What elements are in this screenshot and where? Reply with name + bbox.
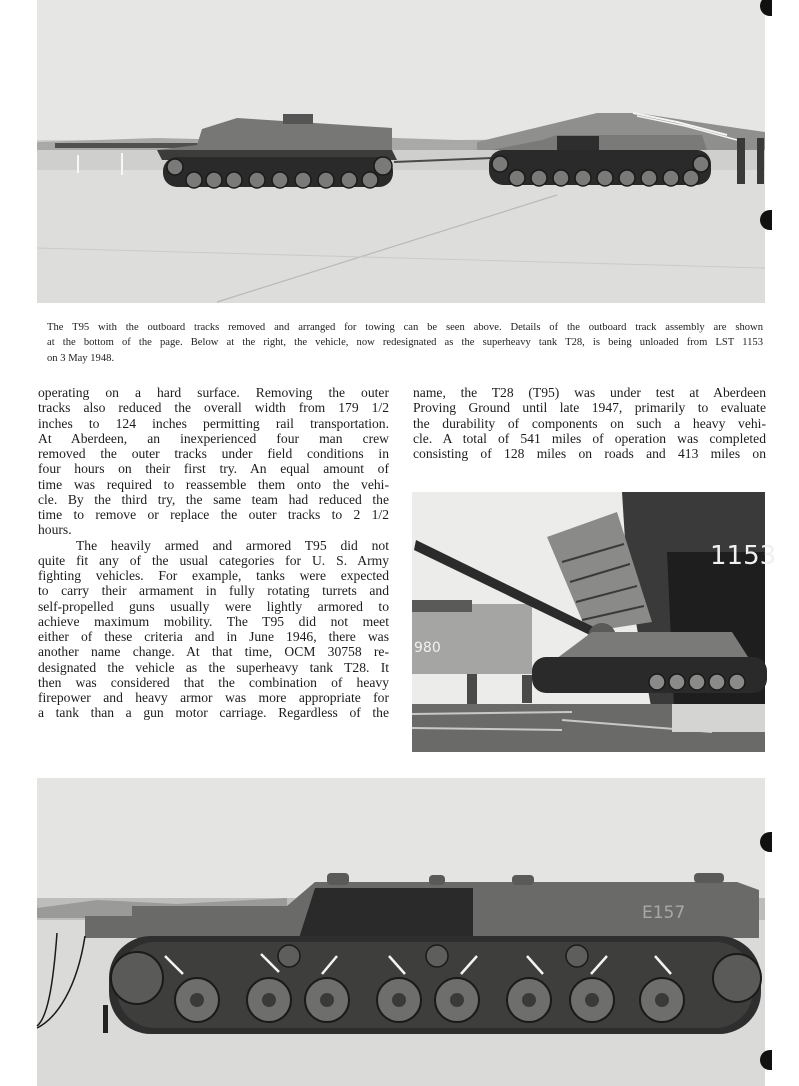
body-line: time to remove or replace the outer tracks to 2 1/2 bbox=[38, 507, 389, 522]
body-line: tracks also reduced the overall width from 179 1/2 bbox=[38, 400, 389, 416]
caption-line: on 3 May 1948. bbox=[47, 352, 115, 364]
body-line: quite fit any of the usual categories for U. S. Army bbox=[38, 552, 389, 568]
photo-t95-towing-image bbox=[37, 0, 765, 303]
caption-line: at the bottom of the page. Below at the right, the vehicle, now redesignated as the superheavy tank T28, is being unloaded from LST 1153 bbox=[47, 337, 763, 349]
body-line: operating on a hard surface. Removing the outer bbox=[38, 385, 389, 400]
body-line: inches to 124 inches permitting rail transportation. bbox=[38, 415, 389, 431]
ship-hull-number: 1153 bbox=[710, 541, 777, 571]
body-line: time was required to reassemble them onto the vehi- bbox=[38, 476, 389, 492]
body-line: fighting vehicles. For example, tanks were expected bbox=[38, 568, 389, 583]
photo-outboard-track-assembly bbox=[37, 778, 765, 1086]
body-line: the durability of components on such a heavy vehi- bbox=[413, 415, 766, 431]
body-line: a tank than a gun motor carriage. Regardless of the bbox=[38, 705, 389, 721]
body-line: firepower and heavy armor was more appropriate for bbox=[38, 690, 389, 705]
photo-t95-towing bbox=[37, 0, 765, 303]
body-line: another name change. At that time, OCM 30758 re- bbox=[38, 644, 389, 660]
body-line: consisting of 128 miles on roads and 413 miles on bbox=[413, 446, 766, 461]
body-line: hours. bbox=[38, 522, 72, 538]
photo-t28-unloading-image bbox=[412, 492, 777, 752]
body-column-left bbox=[38, 385, 389, 721]
body-line: self-propelled guns usually were lightly armored to bbox=[38, 598, 389, 614]
body-line: Proving Ground until late 1947, primarily to evaluate bbox=[413, 400, 766, 416]
photo-caption bbox=[47, 320, 763, 366]
body-line: cle. By the third try, the same team had reduced the bbox=[38, 491, 389, 507]
caption-line: The T95 with the outboard tracks removed and arranged for towing can be seen above. Details of the outboard track assembly are shown bbox=[47, 322, 763, 333]
body-line-paragraph-start: The heavily armed and armored T95 did not bbox=[76, 537, 389, 553]
background-ship-number: 980 bbox=[414, 640, 441, 656]
body-line: designated the vehicle as the superheavy tank T28. It bbox=[38, 659, 389, 675]
body-line: At Aberdeen, an inexperienced four man crew bbox=[38, 430, 389, 446]
body-line: achieve maximum mobility. The T95 did not meet bbox=[38, 613, 389, 629]
body-column-right bbox=[413, 385, 766, 461]
body-line: cle. A total of 541 miles of operation was completed bbox=[413, 430, 766, 446]
body-line: four hours on their first try. An equal amount of bbox=[38, 461, 389, 477]
body-line: removed the outer tracks under field conditions in bbox=[38, 446, 389, 461]
photo-t28-unloading-lst bbox=[412, 492, 777, 752]
body-line: name, the T28 (T95) was under test at Aberdeen bbox=[413, 385, 766, 400]
photo-outboard-track-image bbox=[37, 778, 765, 1086]
body-line: either of these criteria and in June 1946, there was bbox=[38, 629, 389, 644]
hull-marking: E157 bbox=[642, 903, 686, 923]
body-line: then was considered that the combination of heavy bbox=[38, 674, 389, 690]
body-line: to carry their armament in fully rotating turrets and bbox=[38, 583, 389, 599]
